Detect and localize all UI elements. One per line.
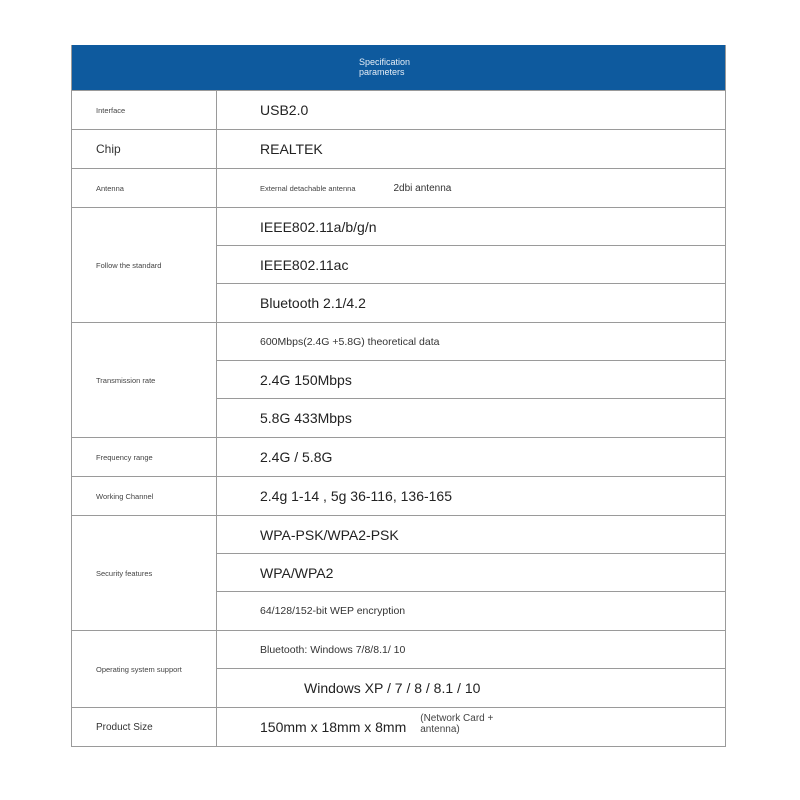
row-value: 2.4G 150Mbps [217, 361, 725, 399]
header-title: Specification parameters [359, 57, 411, 77]
table-row [72, 91, 725, 130]
table-row [72, 708, 725, 746]
row-value: 600Mbps(2.4G +5.8G) theoretical data [217, 323, 725, 361]
table-row [72, 323, 725, 438]
row-label: Interface [72, 91, 217, 129]
row-value [217, 708, 725, 746]
row-label: Working Channel [72, 477, 217, 515]
table-row [72, 516, 725, 631]
table-row [72, 169, 725, 208]
row-value: IEEE802.11ac [217, 246, 725, 284]
row-label: Chip [72, 130, 217, 168]
row-values [217, 91, 725, 129]
row-value: WPA/WPA2 [217, 554, 725, 592]
antenna-gain: 2dbi antenna [393, 182, 452, 194]
product-dimensions: 150mm x 18mm x 8mm [260, 719, 407, 735]
row-values [217, 169, 725, 207]
row-value: IEEE802.11a/b/g/n [217, 208, 725, 246]
row-value: 64/128/152-bit WEP encryption [260, 605, 406, 617]
row-label: Follow the standard [72, 208, 217, 322]
row-value [217, 169, 725, 207]
row-label: Product Size [72, 708, 217, 746]
row-value: 5.8G 433Mbps [260, 410, 352, 426]
row-label: Security features [72, 516, 217, 630]
row-value: 2.4G / 5.8G [260, 449, 333, 465]
table-row [72, 438, 725, 477]
row-label: Frequency range [72, 438, 217, 476]
table-row [72, 130, 725, 169]
row-value: 2.4g 1-14 , 5g 36-116, 136-165 [260, 488, 453, 504]
table-header [72, 45, 725, 91]
row-values [217, 477, 725, 515]
row-value: WPA-PSK/WPA2-PSK [217, 516, 725, 554]
product-size-note: (Network Card + antenna) [420, 713, 494, 735]
row-value: USB2.0 [260, 102, 309, 118]
row-values [217, 130, 725, 168]
table-row [72, 208, 725, 323]
row-values [217, 708, 725, 746]
row-value: Bluetooth 2.1/4.2 [260, 295, 366, 311]
row-values [217, 323, 725, 437]
row-value: Bluetooth: Windows 7/8/8.1/ 10 [217, 631, 725, 669]
row-value: REALTEK [260, 141, 323, 157]
row-label: Operating system support [72, 631, 217, 707]
row-values [217, 631, 725, 707]
table-row [72, 631, 725, 708]
row-value: Windows XP / 7 / 8 / 8.1 / 10 [304, 680, 481, 696]
row-label: Transmission rate [72, 323, 217, 437]
spec-table [71, 45, 726, 747]
row-values [217, 438, 725, 476]
row-values [217, 516, 725, 630]
antenna-type: External detachable antenna [260, 183, 356, 193]
row-label: Antenna [72, 169, 217, 207]
table-row [72, 477, 725, 516]
row-values [217, 208, 725, 322]
